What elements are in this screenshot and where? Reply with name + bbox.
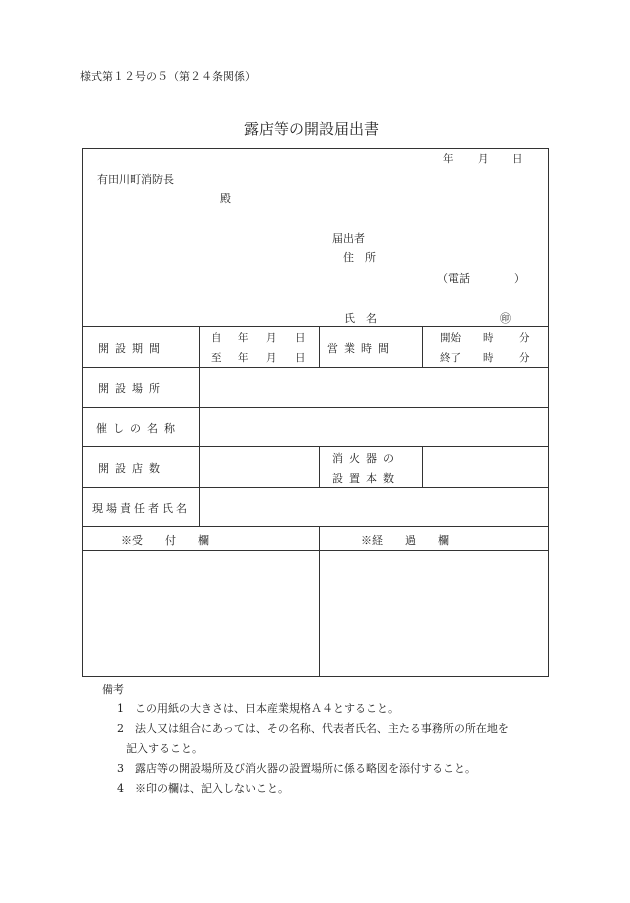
row-divider — [82, 487, 549, 488]
row-divider — [82, 550, 549, 551]
table-border-bottom — [82, 676, 549, 677]
reception-label: ※受 付 欄 — [121, 534, 209, 547]
date-year: 年 — [443, 153, 454, 165]
note-item: 4 ※印の欄は、記入しないこと。 — [117, 782, 289, 795]
date-month: 月 — [478, 153, 489, 165]
row-divider — [82, 326, 549, 327]
period-to-month: 月 — [266, 352, 277, 364]
period-from-day: 日 — [295, 332, 306, 344]
row-divider — [82, 526, 549, 527]
addressee: 有田川町消防長 — [97, 173, 174, 186]
name-label: 氏 名 — [344, 312, 377, 325]
note-item: 1 この用紙の大きさは、日本産業規格Ａ４とすること。 — [117, 702, 399, 715]
event-name-label: 催しの名称 — [96, 422, 181, 435]
open-hour: 時 — [483, 332, 494, 344]
col-divider — [199, 326, 200, 526]
period-to: 至 — [211, 352, 222, 364]
applicant-label: 届出者 — [332, 232, 365, 245]
close-hour: 時 — [483, 352, 494, 364]
row-divider — [82, 367, 549, 368]
progress-label: ※経 過 欄 — [361, 534, 449, 547]
period-from-month: 月 — [266, 332, 277, 344]
period-to-day: 日 — [295, 352, 306, 364]
table-border-top — [82, 148, 549, 149]
manager-label: 現場責任者氏名 — [92, 502, 190, 515]
extinguisher-label-2: 設置本数 — [332, 472, 400, 485]
date-day: 日 — [512, 153, 523, 165]
note-item: 記入すること。 — [126, 742, 203, 755]
page-title: 露店等の開設届出書 — [244, 120, 380, 138]
table-border-left — [82, 148, 83, 676]
note-item: 2 法人又は組合にあっては、その名称、代表者氏名、主たる事務所の所在地を — [117, 722, 509, 735]
table-border-right — [548, 148, 549, 676]
extinguisher-label-1: 消火器の — [332, 452, 400, 465]
phone-open: （電話 — [437, 272, 470, 285]
row-divider — [82, 446, 549, 447]
address-label: 住 所 — [343, 251, 376, 264]
open-minute: 分 — [519, 332, 530, 344]
hours-label: 営業時間 — [327, 342, 395, 355]
period-label: 開設期間 — [98, 342, 166, 355]
col-divider — [319, 526, 320, 676]
period-to-year: 年 — [238, 352, 249, 364]
col-divider — [319, 326, 320, 367]
open-label: 開始 — [440, 332, 461, 344]
note-item: 3 露店等の開設場所及び消火器の設置場所に係る略図を添付すること。 — [117, 762, 476, 775]
close-minute: 分 — [519, 352, 530, 364]
period-from-year: 年 — [238, 332, 249, 344]
col-divider — [422, 446, 423, 487]
phone-close: ） — [514, 272, 525, 285]
period-from: 自 — [211, 332, 222, 344]
row-divider — [82, 407, 549, 408]
col-divider — [422, 326, 423, 367]
close-label: 終了 — [440, 352, 461, 364]
honorific: 殿 — [220, 192, 231, 205]
notes-heading: 備考 — [102, 683, 124, 696]
col-divider — [319, 446, 320, 487]
location-label: 開設場所 — [98, 382, 166, 395]
form-number: 様式第１２号の５（第２４条関係） — [80, 70, 256, 83]
seal-mark: ㊞ — [500, 312, 511, 325]
shop-count-label: 開設店数 — [98, 462, 166, 475]
